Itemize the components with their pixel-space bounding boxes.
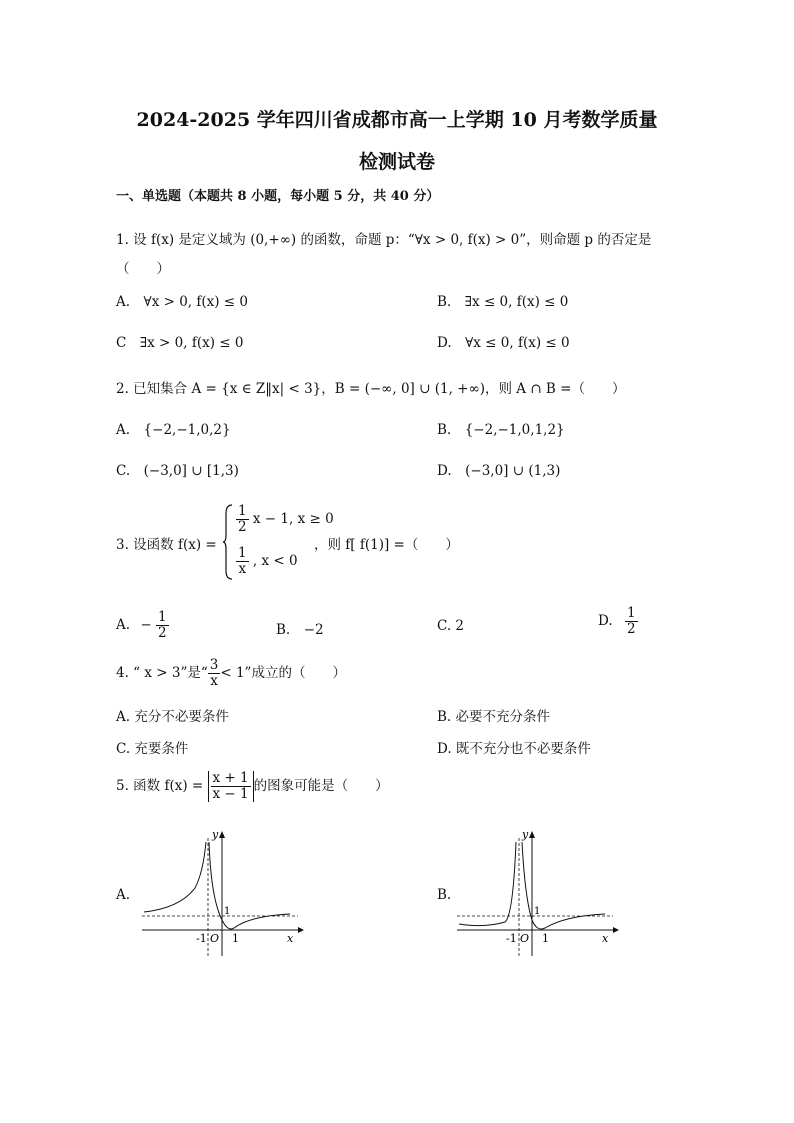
graph-b-neg-one: -1: [506, 932, 517, 945]
case-2-denominator: x: [238, 560, 247, 577]
option-a-label: A.: [116, 616, 131, 633]
option-d-label: D.: [598, 612, 613, 629]
graph-b-y-arrow-icon: [529, 831, 535, 838]
question-5-option-a-label[interactable]: A.: [116, 887, 131, 903]
question-3-case-2: [236, 546, 298, 577]
question-4-text: [116, 658, 346, 689]
question-4-option-a[interactable]: A. 充分不必要条件: [116, 709, 229, 725]
graph-a-x-arrow-icon: [298, 927, 304, 933]
question-1-option-c[interactable]: C ∃x > 0, f(x) ≤ 0: [116, 335, 244, 351]
question-5-option-b-label[interactable]: B.: [437, 887, 452, 903]
question-2-text: 2. 已知集合 A = {x ∈ Z‖x| < 3}，B = (−∞, 0] ∪ (1, +∞)，则 A ∩ B =（ ）: [116, 381, 626, 397]
abs-bars: [208, 771, 254, 802]
graph-a-one-y: 1: [224, 906, 231, 917]
graph-a[interactable]: [140, 828, 305, 962]
question-5-post: 的图象可能是（ ）: [253, 777, 389, 794]
graph-b-y-label: y: [522, 828, 529, 841]
graph-a-svg: [140, 828, 305, 958]
question-3-prefix: 3. 设函数 f(x) =: [116, 537, 217, 553]
question-3-option-c[interactable]: C. 2: [437, 618, 465, 634]
case-1-denominator: 2: [238, 518, 247, 535]
graph-b-one-y: 1: [534, 906, 541, 917]
option-d-numerator: 1: [626, 605, 636, 621]
graph-a-y-label: y: [212, 828, 219, 841]
question-3-case-1: [236, 504, 334, 535]
graph-b-x-label: x: [602, 932, 609, 945]
question-2-option-a[interactable]: A. {−2,−1,0,2}: [116, 422, 231, 438]
page-title: 2024-2025 学年四川省成都市高一上学期 10 月考数学质量: [136, 109, 658, 131]
question-1-option-b[interactable]: B. ∃x ≤ 0, f(x) ≤ 0: [437, 294, 569, 310]
question-5-denominator: x − 1: [212, 785, 249, 802]
question-1-paren: （ ）: [116, 261, 170, 277]
question-4-denominator: x: [210, 672, 218, 689]
question-4-post: < 1”成立的（ ）: [220, 664, 346, 681]
case-2-expression: , x < 0: [252, 552, 298, 569]
question-1-option-d[interactable]: D. ∀x ≤ 0, f(x) ≤ 0: [437, 335, 570, 351]
question-1-text: 1. 设 f(x) 是定义域为 (0,+∞) 的函数，命题 p：“∀x > 0, f(x) > 0”，则命题 p 的否定是: [116, 232, 652, 248]
graph-b-left-branch: [459, 842, 516, 926]
graph-b-x-arrow-icon: [613, 927, 619, 933]
graph-a-x-label: x: [287, 932, 294, 945]
graph-a-neg-one: -1: [196, 932, 207, 945]
question-4-option-b[interactable]: B. 必要不充分条件: [437, 709, 551, 725]
option-a-sign: −: [140, 616, 152, 633]
option-d-denominator: 2: [626, 620, 636, 637]
question-2-option-d[interactable]: D. (−3,0] ∪ (1,3): [437, 463, 561, 479]
option-a-denominator: 2: [157, 624, 167, 641]
section-header: 一、单选题（本题共 8 小题，每小题 5 分，共 40 分）: [116, 189, 440, 204]
question-4-pre: 4. “ x > 3”是“: [116, 664, 208, 681]
graph-b-origin: O: [520, 932, 530, 945]
option-a-numerator: 1: [157, 609, 167, 625]
graph-b-svg: [455, 828, 620, 958]
graph-a-one-x: 1: [232, 932, 239, 945]
question-4-option-d[interactable]: D. 既不充分也不必要条件: [437, 741, 591, 757]
question-2-option-c[interactable]: C. (−3,0] ∪ [1,3): [116, 463, 239, 479]
question-5-pre: 5. 函数 f(x) =: [116, 777, 204, 794]
question-5-numerator: x + 1: [212, 770, 249, 786]
question-2-option-b[interactable]: B. {−2,−1,0,1,2}: [437, 422, 565, 438]
question-5-text: [116, 771, 389, 802]
question-3-option-a[interactable]: [116, 610, 169, 641]
question-3-option-d[interactable]: [598, 606, 638, 637]
graph-a-origin: O: [210, 932, 220, 945]
brace-icon: [222, 503, 234, 581]
question-3-option-b[interactable]: B. −2: [276, 622, 324, 638]
case-2-numerator: 1: [238, 545, 247, 561]
question-4-numerator: 3: [209, 657, 219, 673]
graph-a-y-arrow-icon: [219, 831, 225, 838]
question-4-option-c[interactable]: C. 充要条件: [116, 741, 189, 757]
graph-b-one-x: 1: [542, 932, 549, 945]
page-subtitle: 检测试卷: [358, 151, 435, 173]
graph-a-left-branch: [144, 842, 206, 912]
case-1-expression: x − 1, x ≥ 0: [252, 510, 334, 527]
question-3-suffix: ，则 f[ f(1)] =（ ）: [314, 537, 459, 553]
question-1-option-a[interactable]: A. ∀x > 0, f(x) ≤ 0: [116, 294, 248, 310]
case-1-numerator: 1: [238, 503, 247, 519]
graph-b[interactable]: [455, 828, 620, 962]
